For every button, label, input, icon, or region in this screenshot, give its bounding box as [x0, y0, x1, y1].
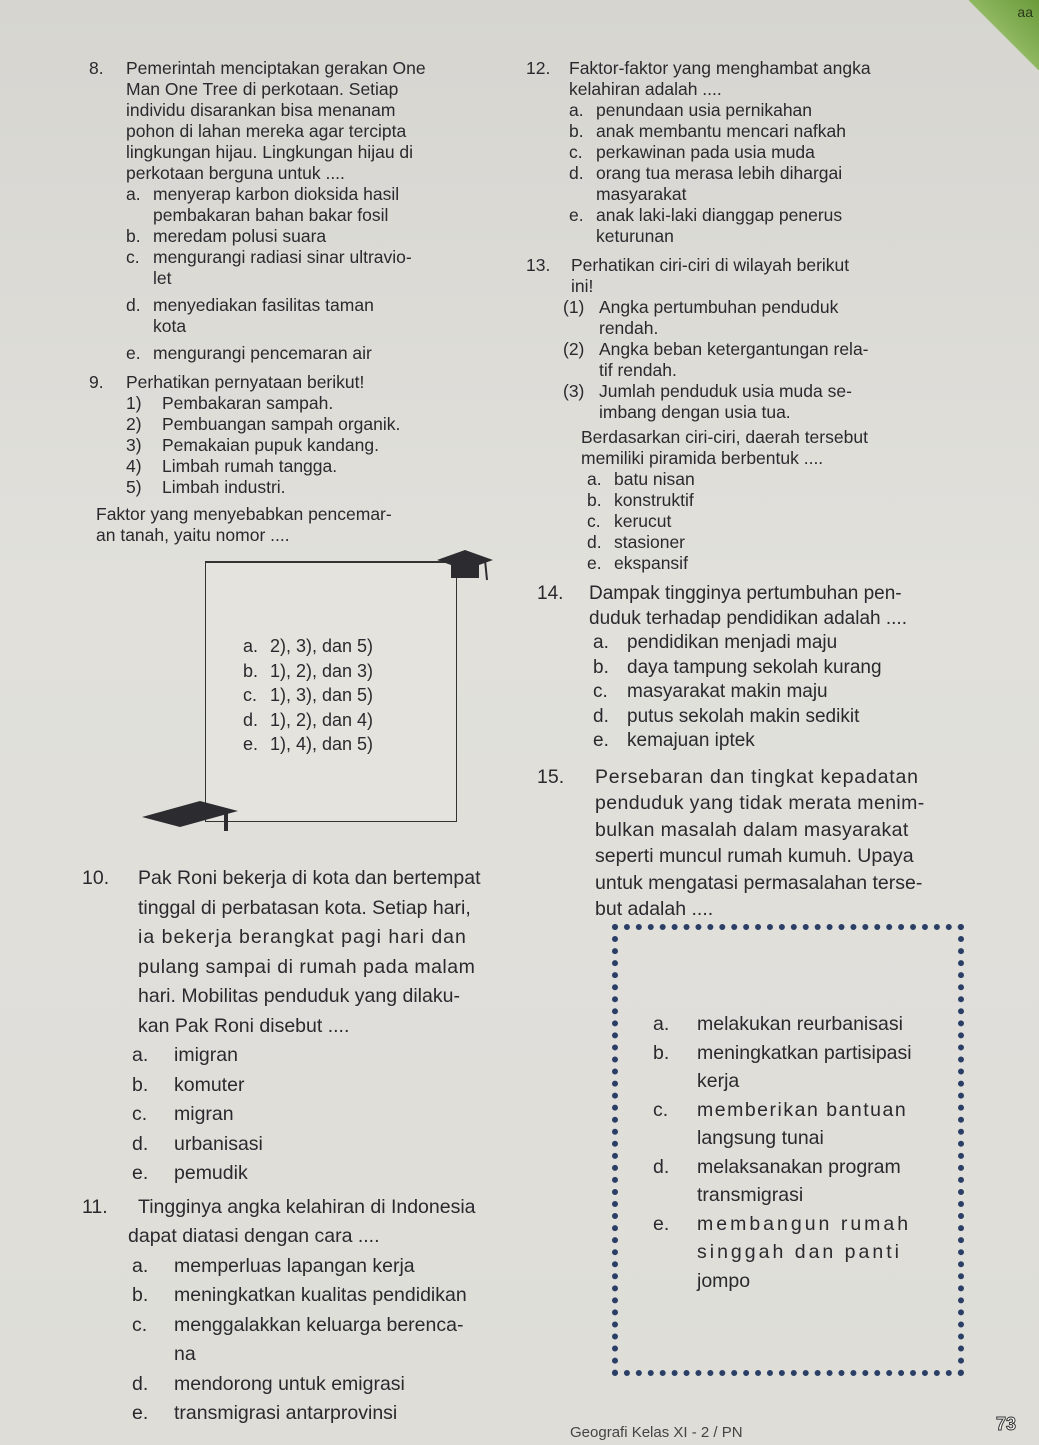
- item-number: (1): [563, 297, 585, 317]
- option-b[interactable]: [132, 1071, 522, 1101]
- option-e[interactable]: [569, 205, 997, 247]
- option-text: migran: [174, 1103, 234, 1125]
- question-number: 9.: [89, 372, 104, 392]
- text-line: Faktor yang menyebabkan pencemar-: [96, 504, 392, 524]
- option-text: meredam polusi suara: [153, 226, 327, 246]
- statement-number: 2): [126, 414, 142, 434]
- option-a[interactable]: [653, 1010, 943, 1039]
- statement-text: Limbah rumah tangga.: [162, 456, 338, 476]
- option-line: masyarakat: [596, 184, 687, 204]
- option-label: e.: [569, 205, 584, 225]
- option-label: a.: [569, 100, 584, 120]
- option-label: c.: [132, 1103, 148, 1125]
- option-a[interactable]: [126, 184, 510, 226]
- corner-text: aa: [1017, 4, 1033, 20]
- question-13-text: [571, 255, 997, 297]
- option-a[interactable]: [132, 1252, 522, 1282]
- option-label: a.: [593, 632, 609, 653]
- text-line: pulang sampai di rumah pada malam: [138, 955, 476, 978]
- option-text: kemajuan iptek: [627, 730, 755, 751]
- characteristic-list: [563, 297, 997, 423]
- option-line: mengurangi radiasi sinar ultravio-: [153, 247, 412, 267]
- text-line: bulkan masalah dalam masyarakat: [595, 818, 909, 841]
- option-text: perkawinan pada usia muda: [596, 142, 815, 162]
- graduation-cap-icon: [435, 548, 495, 588]
- option-b[interactable]: [593, 656, 997, 681]
- option-d[interactable]: [132, 1370, 522, 1400]
- text-line: an tanah, yaitu nomor ....: [96, 525, 290, 545]
- option-d[interactable]: [126, 295, 510, 337]
- question-number: 13.: [526, 255, 551, 275]
- option-label: b.: [569, 121, 584, 141]
- option-label: b.: [593, 656, 609, 678]
- text-line: Faktor-faktor yang menghambat angka: [569, 58, 871, 78]
- option-label: a.: [126, 184, 141, 204]
- option-text: putus sekolah makin sedikit: [627, 705, 860, 727]
- question-8: [90, 58, 510, 364]
- question-number: 12.: [526, 58, 551, 78]
- option-text: stasioner: [614, 532, 686, 552]
- left-column-top: [89, 58, 510, 550]
- option-line: jompo: [697, 1269, 751, 1292]
- question-9-text: Perhatikan pernyataan berikut!: [126, 372, 365, 392]
- option-label: d.: [593, 705, 609, 727]
- option-label: c.: [132, 1313, 148, 1336]
- item-text: [599, 381, 997, 423]
- option-line: transmigrasi: [697, 1184, 804, 1206]
- option-line: menyerap karbon dioksida hasil: [153, 184, 400, 204]
- question-15-options: [653, 1010, 943, 1295]
- option-text: anak membantu mencari nafkah: [596, 121, 846, 141]
- question-13: [527, 255, 997, 574]
- option-label: e.: [653, 1212, 670, 1235]
- option-line: na: [174, 1343, 196, 1365]
- option-text: pendidikan menjadi maju: [627, 632, 838, 653]
- characteristic-item: [563, 297, 997, 339]
- option-e[interactable]: [132, 1159, 522, 1189]
- text-line: individu disarankan bisa menanam: [126, 100, 396, 120]
- option-label: d.: [243, 709, 259, 730]
- option-a[interactable]: [243, 634, 373, 659]
- text-line: Pak Roni bekerja di kota dan bertempat: [138, 867, 481, 889]
- statement-number: 3): [126, 435, 142, 455]
- option-label: e.: [132, 1402, 149, 1424]
- option-text: melakukan reurbanisasi: [697, 1013, 903, 1035]
- option-text: transmigrasi antarprovinsi: [174, 1402, 398, 1424]
- option-text: [697, 1096, 943, 1153]
- option-line: menyediakan fasilitas taman: [153, 295, 374, 315]
- statement-number: 1): [126, 393, 142, 413]
- text-line: tinggal di perbatasan kota. Setiap hari,: [138, 896, 471, 919]
- option-a[interactable]: [132, 1041, 522, 1071]
- question-14: [527, 582, 997, 754]
- option-text: mendorong untuk emigrasi: [174, 1372, 405, 1395]
- statement-number: 5): [126, 477, 142, 497]
- option-d[interactable]: [569, 163, 997, 205]
- question-9: [90, 372, 510, 546]
- option-text: kerucut: [614, 511, 672, 531]
- option-text: imigran: [174, 1044, 238, 1066]
- option-e[interactable]: [126, 343, 510, 364]
- option-label: c.: [569, 142, 583, 162]
- option-label: c.: [243, 685, 258, 705]
- option-line: menggalakkan keluarga berenca-: [174, 1313, 464, 1336]
- text-line: Man One Tree di perkotaan. Setiap: [126, 79, 399, 99]
- page-number: 73: [996, 1414, 1017, 1434]
- option-text: mengurangi pencemaran air: [153, 343, 372, 363]
- option-line: pembakaran bahan bakar fosil: [153, 205, 389, 225]
- item-line: imbang dengan usia tua.: [599, 402, 791, 422]
- option-line: meningkatkan partisipasi: [697, 1041, 912, 1064]
- question-number: 8.: [89, 58, 104, 78]
- option-b[interactable]: [653, 1039, 943, 1096]
- option-line: membangun rumah: [697, 1212, 912, 1235]
- option-c[interactable]: [593, 680, 997, 705]
- right-column: [527, 58, 997, 927]
- option-c[interactable]: [132, 1100, 522, 1130]
- text-line: lingkungan hijau. Lingkungan hijau di: [126, 142, 414, 162]
- option-text: penundaan usia pernikahan: [596, 100, 813, 120]
- text-line: perkotaan berguna untuk ....: [126, 163, 345, 183]
- option-text: 1), 2), dan 4): [270, 709, 374, 730]
- option-label: d.: [569, 163, 584, 183]
- statement-item: [126, 477, 510, 498]
- left-column-bottom: [82, 864, 522, 1433]
- option-label: b.: [132, 1073, 149, 1096]
- option-d[interactable]: [653, 1153, 943, 1210]
- text-line: Tingginya angka kelahiran di Indonesia: [138, 1195, 476, 1218]
- characteristic-item: [563, 339, 997, 381]
- statement-list: [126, 393, 510, 498]
- option-a[interactable]: [593, 631, 997, 656]
- graduation-cap-icon: [140, 797, 240, 837]
- option-text: konstruktif: [614, 490, 694, 510]
- text-line: but adalah ....: [595, 898, 714, 920]
- option-text: [697, 1210, 943, 1296]
- statement-item: [126, 456, 510, 477]
- option-line: singgah dan panti: [697, 1241, 902, 1263]
- text-line: penduduk yang tidak merata menim-: [595, 792, 925, 814]
- option-label: c.: [653, 1098, 669, 1121]
- option-label: b.: [126, 226, 141, 246]
- text-line: pohon di lahan mereka agar tercipta: [126, 121, 407, 141]
- option-text: 1), 4), dan 5): [270, 734, 374, 754]
- statement-text: Pembakaran sampah.: [162, 393, 334, 413]
- option-e[interactable]: [593, 729, 997, 754]
- question-10-text: [138, 894, 522, 1042]
- characteristic-item: [563, 381, 997, 423]
- option-label: a.: [653, 1013, 670, 1035]
- option-b[interactable]: [126, 226, 510, 247]
- option-label: e.: [587, 553, 602, 573]
- option-label: d.: [132, 1132, 149, 1155]
- statement-item: [126, 435, 510, 456]
- option-text: [153, 295, 510, 337]
- question-number: 15.: [537, 765, 565, 788]
- option-text: [153, 184, 510, 226]
- option-text: urbanisasi: [174, 1132, 263, 1155]
- option-d[interactable]: [243, 708, 373, 733]
- item-text: [599, 339, 997, 381]
- option-label: b.: [243, 660, 259, 681]
- option-label: a.: [243, 636, 259, 656]
- option-text: [153, 247, 510, 289]
- question-12: [527, 58, 997, 247]
- question-15-text: [595, 764, 997, 923]
- option-line: keturunan: [596, 226, 674, 246]
- option-label: e.: [593, 730, 609, 751]
- text-line: ini!: [571, 276, 594, 296]
- option-label: a.: [132, 1254, 149, 1277]
- text-line: ia bekerja berangkat pagi hari dan: [138, 926, 467, 948]
- item-line: tif rendah.: [599, 360, 677, 380]
- option-a[interactable]: [587, 469, 997, 490]
- question-10: [82, 864, 522, 1189]
- option-a[interactable]: [569, 100, 997, 121]
- option-text: 1), 2), dan 3): [270, 660, 374, 681]
- question-9-options: [243, 634, 373, 757]
- option-line: anak laki-laki dianggap penerus: [596, 205, 843, 225]
- statement-number: 4): [126, 456, 142, 476]
- option-label: d.: [126, 295, 141, 315]
- option-e[interactable]: [587, 553, 997, 574]
- question-11: [82, 1193, 522, 1429]
- option-c[interactable]: [243, 683, 373, 708]
- statement-text: Pembuangan sampah organik.: [162, 414, 401, 434]
- option-line: kerja: [697, 1070, 740, 1092]
- question-9-prompt: [96, 504, 510, 546]
- option-text: memperluas lapangan kerja: [174, 1254, 415, 1277]
- option-c[interactable]: [132, 1311, 522, 1370]
- statement-item: [126, 393, 510, 414]
- item-line: rendah.: [599, 318, 659, 338]
- option-label: e.: [132, 1162, 149, 1184]
- item-line: Angka beban ketergantungan rela-: [599, 339, 869, 359]
- option-e[interactable]: [243, 732, 373, 757]
- option-text: pemudik: [174, 1162, 248, 1184]
- statement-text: Limbah industri.: [162, 477, 286, 497]
- option-text: meningkatkan kualitas pendidikan: [174, 1284, 467, 1306]
- option-text: komuter: [174, 1073, 245, 1096]
- option-c[interactable]: [653, 1096, 943, 1153]
- option-label: e.: [126, 343, 141, 363]
- option-b[interactable]: [569, 121, 997, 142]
- option-label: e.: [243, 734, 259, 754]
- text-line: dapat diatasi dengan cara ....: [128, 1225, 380, 1247]
- question-8-text: [126, 58, 510, 184]
- option-c[interactable]: [587, 511, 997, 532]
- text-line: untuk mengatasi permasalahan terse-: [595, 871, 923, 894]
- option-label: b.: [653, 1041, 670, 1064]
- text-line: hari. Mobilitas penduduk yang dilaku-: [138, 985, 460, 1007]
- option-label: d.: [653, 1155, 670, 1178]
- item-text: [599, 297, 997, 339]
- text-line: Dampak tingginya pertumbuhan pen-: [589, 583, 902, 604]
- option-line: memberikan bantuan: [697, 1098, 908, 1121]
- option-b[interactable]: [243, 659, 373, 684]
- item-number: (3): [563, 381, 585, 401]
- option-label: b.: [132, 1284, 149, 1306]
- option-text: [596, 163, 997, 205]
- item-number: (2): [563, 339, 585, 359]
- option-b[interactable]: [587, 490, 997, 511]
- option-text: [697, 1039, 943, 1096]
- question-13-prompt: [581, 427, 997, 469]
- text-line: Perhatikan ciri-ciri di wilayah berikut: [571, 255, 850, 275]
- option-label: c.: [587, 511, 601, 531]
- item-line: Angka pertumbuhan penduduk: [599, 297, 839, 317]
- footer-text: Geografi Kelas XI - 2 / PN: [570, 1424, 743, 1441]
- option-line: langsung tunai: [697, 1127, 824, 1149]
- option-text: [697, 1153, 943, 1210]
- option-text: [596, 205, 997, 247]
- question-15: [527, 764, 997, 923]
- text-line: Pemerintah menciptakan gerakan One: [126, 58, 426, 78]
- option-label: c.: [593, 681, 608, 702]
- option-b[interactable]: [132, 1281, 522, 1311]
- option-d[interactable]: [587, 532, 997, 553]
- option-label: b.: [587, 490, 602, 510]
- option-text: daya tampung sekolah kurang: [627, 656, 882, 678]
- option-c[interactable]: [126, 247, 510, 289]
- option-e[interactable]: [132, 1399, 522, 1429]
- option-text: batu nisan: [614, 469, 695, 489]
- statement-text: Pemakaian pupuk kandang.: [162, 435, 379, 455]
- option-label: a.: [587, 469, 602, 489]
- option-line: kota: [153, 316, 187, 336]
- option-line: melaksanakan program: [697, 1155, 901, 1178]
- option-text: ekspansif: [614, 553, 688, 573]
- option-text: 1), 3), dan 5): [270, 685, 374, 705]
- option-text: masyarakat makin maju: [627, 681, 828, 702]
- item-line: Jumlah penduduk usia muda se-: [599, 381, 852, 401]
- question-number: 11.: [82, 1195, 108, 1218]
- option-label: d.: [587, 532, 602, 552]
- option-line: orang tua merasa lebih dihargai: [596, 163, 843, 183]
- question-12-text: [569, 58, 997, 100]
- text-line: Persebaran dan tingkat kepadatan: [595, 765, 919, 788]
- option-label: d.: [132, 1372, 149, 1395]
- option-c[interactable]: [569, 142, 997, 163]
- question-14-text: [589, 582, 997, 631]
- option-label: a.: [132, 1044, 149, 1066]
- question-number: 10.: [82, 867, 110, 889]
- text-line: kelahiran adalah ....: [569, 79, 722, 99]
- statement-item: [126, 414, 510, 435]
- text-line: memiliki piramida berbentuk ....: [581, 448, 824, 468]
- option-label: c.: [126, 247, 140, 267]
- text-line: kan Pak Roni disebut ....: [138, 1014, 350, 1037]
- option-line: let: [153, 268, 172, 288]
- option-e[interactable]: [653, 1210, 943, 1296]
- question-number: 14.: [537, 583, 564, 604]
- option-text: 2), 3), dan 5): [270, 636, 374, 656]
- text-line: Berdasarkan ciri-ciri, daerah tersebut: [581, 427, 868, 447]
- text-line: duduk terhadap pendidikan adalah ....: [589, 607, 907, 629]
- option-d[interactable]: [132, 1130, 522, 1160]
- option-text: [174, 1311, 522, 1370]
- option-d[interactable]: [593, 705, 997, 730]
- text-line: seperti muncul rumah kumuh. Upaya: [595, 845, 914, 867]
